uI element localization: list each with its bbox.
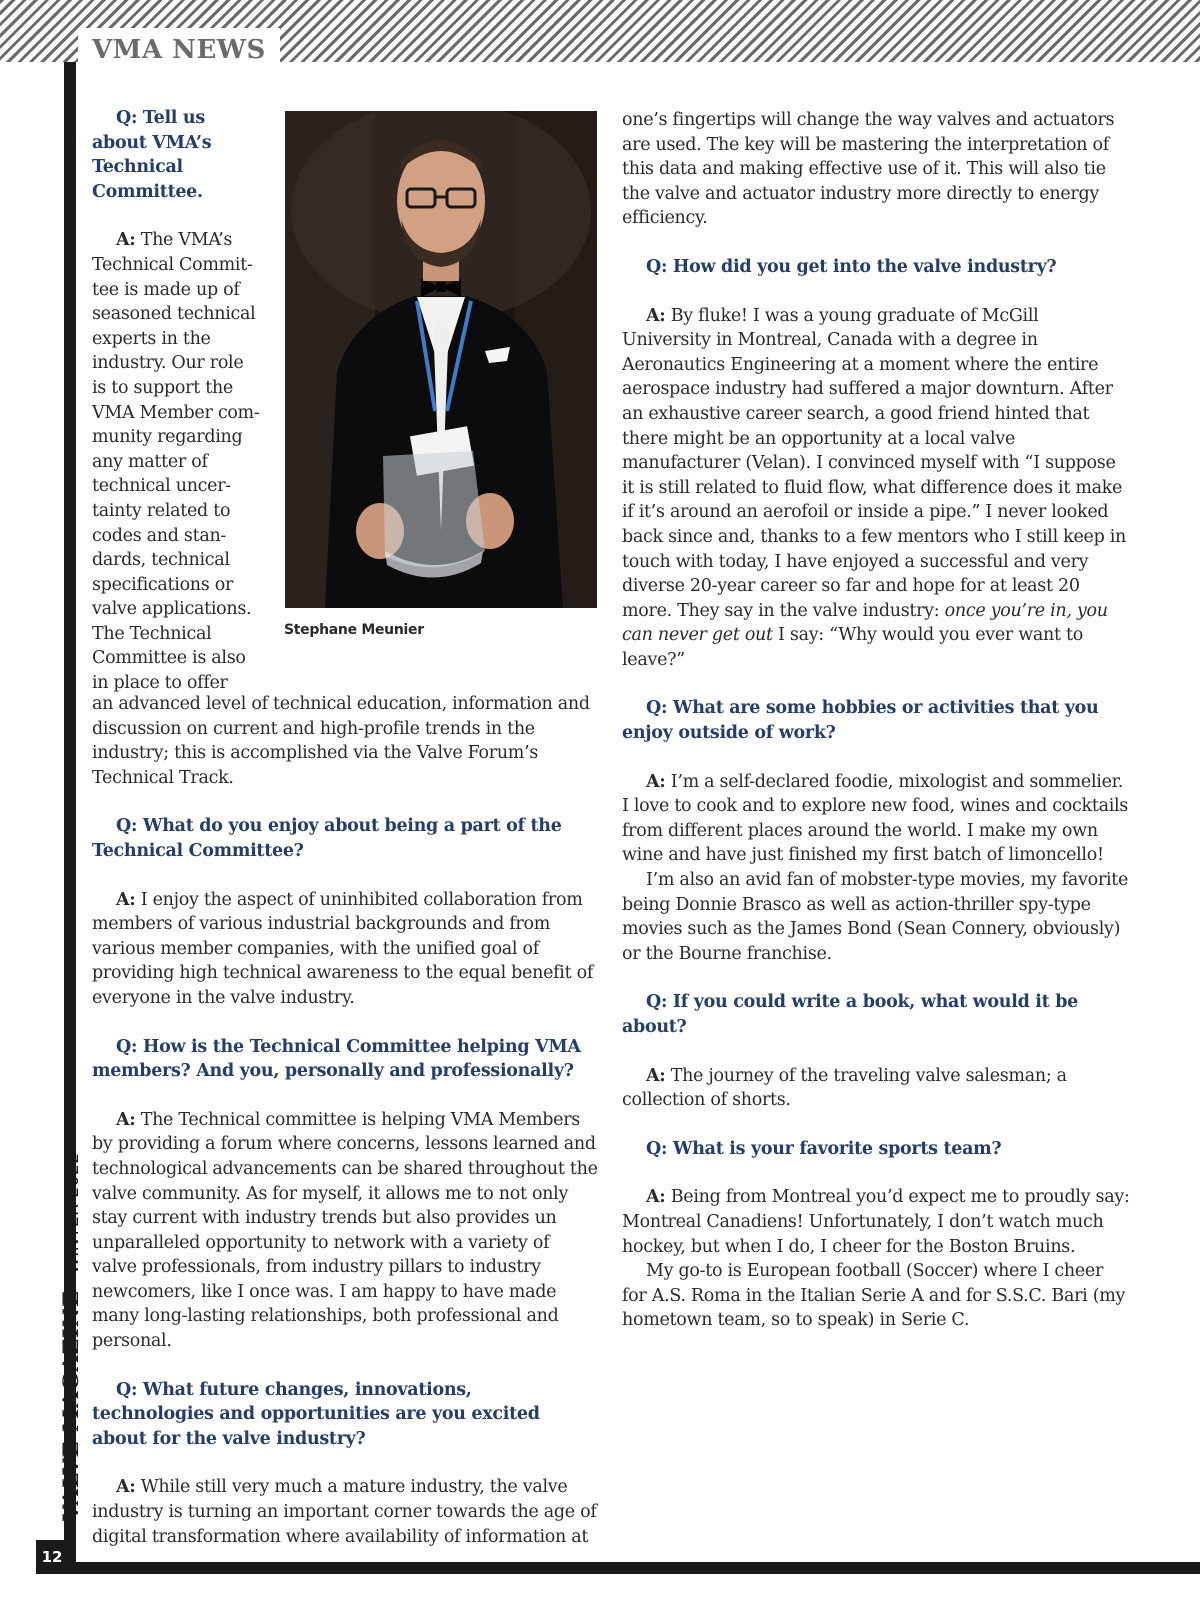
question-2: Q: What do you enjoy about being a part of the Technical Committee? (92, 816, 562, 861)
answer-1-line: any matter of (92, 451, 208, 472)
answer-1-line: is to support the (92, 377, 233, 398)
answer-1-line: VMA Member com- (92, 402, 260, 423)
answer-8-paragraph-2: My go-to is European football (Soccer) where I cheer for A.S. Roma in the Italian Serie A and for S.S.C. Bari (my hometown team, so to speak) in Serie C. (622, 1261, 1126, 1331)
answer-1-continued: an advanced level of technical education, information and discussion on current and high-profile trends in the industry; this is accomplished via the Valve Forum’s Technical Track. (92, 694, 590, 788)
answer-1-line: industry. Our role (92, 353, 244, 374)
answer-1-line: tee is made up of (92, 279, 240, 300)
answer-1-line: seasoned technical (92, 304, 256, 325)
answer-1-line: munity regarding (92, 427, 243, 448)
answer-1-lines (92, 253, 267, 696)
answer-6-text: I’m a self-declared foodie, mixologist and sommelier. I love to cook and to explore new food, wines and cocktails from different places around the world. I make my own wine and have just finished my first batch of limoncello! (622, 771, 1128, 866)
answer-6-paragraph-2: I’m also an avid fan of mobster-type movies, my favorite being Donnie Brasco as well as action-thriller spy-type movies such as the James Bond (Sean Connery, obviously) or the Bourne franchise. (622, 870, 1129, 964)
magazine-name: VALVE MAGAZINE (58, 1290, 83, 1521)
answer-8-text: Being from Montreal you’d expect me to proudly say: Montreal Canadiens! Unfortunately, I don’t watch much hockey, but when I do, I cheer for the Boston Bruins. (622, 1187, 1130, 1257)
answer-1-line: specifications or (92, 574, 234, 595)
question-6: Q: What are some hobbies or activities that you enjoy outside of work? (622, 698, 1099, 744)
answer-1-line: The Technical (92, 623, 212, 644)
question-1 (92, 106, 267, 204)
answer-label: A: (116, 889, 136, 910)
answer-1-line: dards, technical (92, 550, 230, 571)
answer-1-line: Technical Commit- (92, 254, 253, 275)
photo-caption: Stephane Meunier (284, 622, 424, 638)
page-number: 12 (36, 1540, 68, 1574)
answer-label: A: (646, 305, 666, 326)
answer-3-text: The Technical committee is helping VMA Members by providing a forum where concerns, lessons learned and technological advancements can be shared throughout the valve community. As for myself, it allows me to not only stay current with industry trends but also provides un unparalleled opportunity to network with a variety of valve professionals, from industry pillars to industry newcomers, like I once was. I am happy to have made many long-lasting relationships, both professional and personal. (92, 1109, 598, 1352)
question-1-line: Technical (92, 157, 183, 178)
answer-1-line: tainty related to (92, 500, 231, 521)
answer-7 (622, 1064, 1132, 1113)
issue-label: WINTER 2022 (63, 1152, 83, 1275)
answer-label: A: (116, 230, 136, 251)
answer-1-line: valve applications. (92, 599, 252, 620)
answer-7-text: The journey of the traveling valve salesman; a collection of shorts. (622, 1065, 1067, 1111)
question-1-line: about VMA’s (92, 132, 212, 153)
answer-5-end: I say: “Why would you ever want to leave?” (622, 625, 1083, 670)
portrait-illustration (285, 111, 597, 608)
question-5: Q: How did you get into the valve industry? (646, 256, 1057, 277)
section-title: VMA NEWS (78, 28, 280, 68)
question-1-line: Q: Tell us (116, 108, 205, 128)
answer-8 (622, 1185, 1132, 1259)
answer-1-line: experts in the (92, 328, 211, 349)
answer-4-text: While still very much a mature industry, the valve industry is turning an important corner towards the age of digital transformation where availability of information at (92, 1477, 597, 1547)
answer-2 (92, 888, 598, 1011)
answer-3 (92, 1108, 598, 1354)
answer-label: A: (646, 1187, 666, 1208)
answer-1-narrow (92, 228, 267, 253)
answer-5-italic: once you’re in, you can never get out (622, 600, 1108, 646)
answer-label: A: (646, 1065, 666, 1086)
answer-4 (92, 1475, 598, 1549)
portrait-photo (285, 111, 597, 608)
left-column-narrow (92, 106, 267, 696)
answer-label: A: (646, 771, 666, 792)
question-8: Q: What is your favorite sports team? (646, 1138, 1002, 1159)
magazine-vertical-label (58, 1152, 83, 1521)
question-1-line: Committee. (92, 181, 203, 202)
answer-label: A: (116, 1109, 136, 1130)
left-column-wide (92, 692, 598, 1549)
answer-1-line: codes and stan- (92, 525, 227, 546)
answer-2-text: I enjoy the aspect of uninhibited collaboration from members of various industrial backgrounds and from various member companies, with the unified goal of providing high technical awareness to the equal benefit of everyone in the valve industry. (92, 889, 594, 1008)
question-7: Q: If you could write a book, what would it be about? (622, 992, 1078, 1037)
answer-5 (622, 304, 1132, 673)
answer-4-continued: one’s fingertips will change the way valves and actuators are used. The key will be mastering the interpretation of this data and making effective use of it. This will also tie the valve and actuator industry more directly to energy efficiency. (622, 110, 1115, 229)
answer-1-line: in place to offer (92, 673, 228, 694)
answer-label: A: (116, 1477, 136, 1498)
answer-6 (622, 770, 1132, 868)
question-3: Q: How is the Technical Committee helping VMA members? And you, personally and professionally? (92, 1036, 581, 1082)
answer-1-start: The VMA’s (135, 230, 233, 251)
bottom-rule (64, 1562, 1200, 1574)
question-4: Q: What future changes, innovations, technologies and opportunities are you excited about for the valve industry? (92, 1379, 540, 1449)
answer-1-line: Committee is also (92, 648, 246, 669)
right-column (622, 108, 1132, 1333)
answer-5-text: By fluke! I was a young graduate of McGill University in Montreal, Canada with a degree in Aeronautics Engineering at a moment where the entire aerospace industry had suffered a major downturn. After an exhaustive career search, a good friend hinted that there might be an opportunity at a local valve manufacturer (Velan). I convinced myself with “I suppose it is still related to fluid flow, what difference does it make if it’s around an aerofoil or inside a pipe.” I never looked back since and, thanks to a few mentors who I still keep in touch with today, I have enjoyed a successful and very diverse 20-year career so far and hope for at least 20 more. They say in the valve industry: (622, 305, 1127, 621)
answer-1-line: technical uncer- (92, 476, 231, 497)
